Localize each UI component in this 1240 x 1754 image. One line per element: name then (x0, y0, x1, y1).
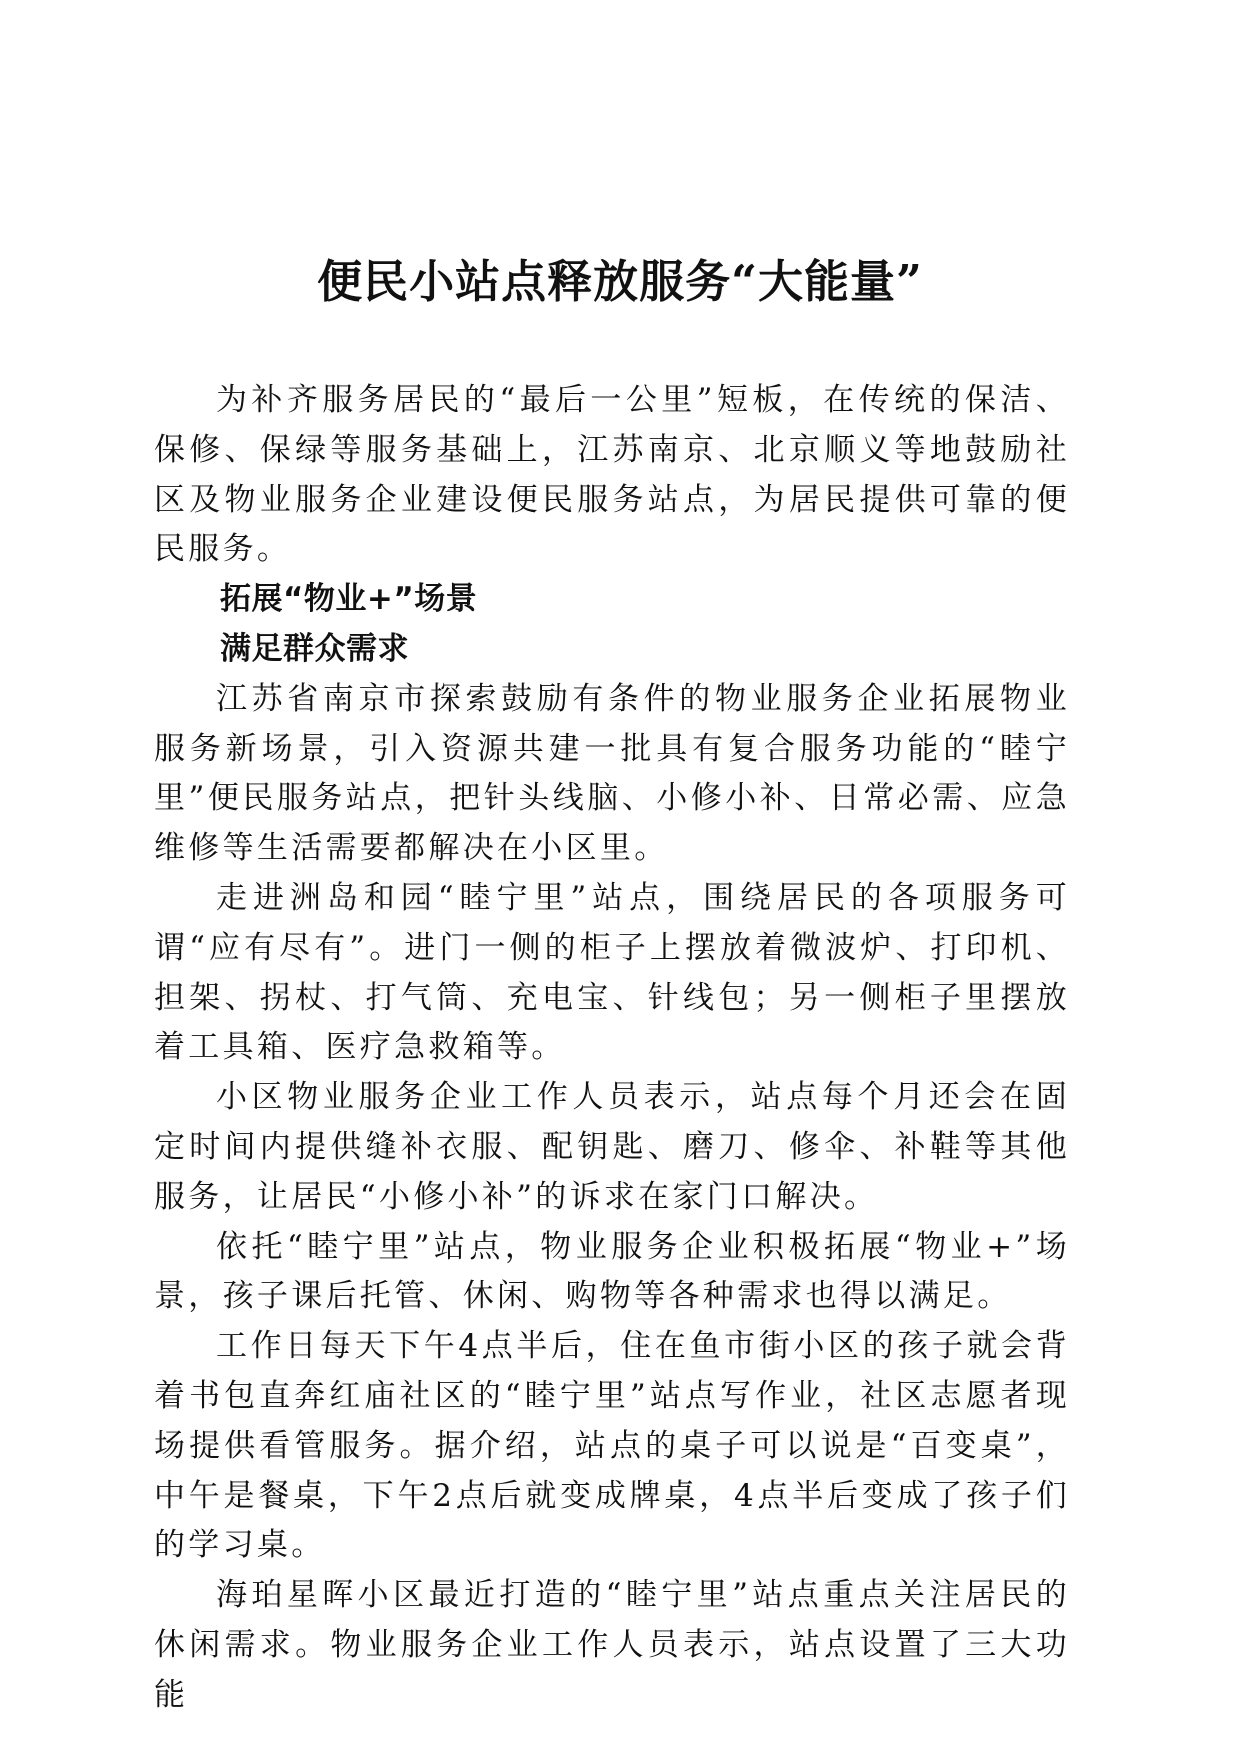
body-paragraph: 海珀星晖小区最近打造的“睦宁里”站点重点关注居民的休闲需求。物业服务企业工作人员表示，站点设置了三大功能 (154, 1577, 1070, 1713)
article-body (154, 376, 1070, 1721)
body-paragraph: 走进洲岛和园“睦宁里”站点，围绕居民的各项服务可谓“应有尽有”。进门一侧的柜子上摆放着微波炉、打印机、担架、拐杖、打气筒、充电宝、针线包；另一侧柜子里摆放着工具箱、医疗急救箱等。 (154, 879, 1070, 1066)
body-paragraph: 江苏省南京市探索鼓励有条件的物业服务企业拓展物业服务新场景，引入资源共建一批具有复合服务功能的“睦宁里”便民服务站点，把针头线脑、小修小补、日常必需、应急维修等生活需要都解决在小区里。 (154, 680, 1070, 867)
body-paragraph: 工作日每天下午4点半后，住在鱼市街小区的孩子就会背着书包直奔红庙社区的“睦宁里”站点写作业，社区志愿者现场提供看管服务。据介绍，站点的桌子可以说是“百变桌”，中午是餐桌，下午2点后就变成牌桌，4点半后变成了孩子们的学习桌。 (154, 1328, 1070, 1564)
section-heading-line-1: 拓展“物业+”场景 (220, 581, 478, 618)
section-heading-line-2: 满足群众需求 (220, 630, 409, 667)
article-title: 便民小站点释放服务“大能量” (317, 255, 923, 308)
body-paragraph: 小区物业服务企业工作人员表示，站点每个月还会在固定时间内提供缝补衣服、配钥匙、磨刀、修伞、补鞋等其他服务，让居民“小修小补”的诉求在家门口解决。 (154, 1079, 1070, 1215)
intro-paragraph: 为补齐服务居民的“最后一公里”短板，在传统的保洁、保修、保绿等服务基础上，江苏南京、北京顺义等地鼓励社区及物业服务企业建设便民服务站点，为居民提供可靠的便民服务。 (154, 382, 1070, 568)
body-paragraph: 依托“睦宁里”站点，物业服务企业积极拓展“物业+”场景，孩子课后托管、休闲、购物等各种需求也得以满足。 (154, 1228, 1070, 1315)
